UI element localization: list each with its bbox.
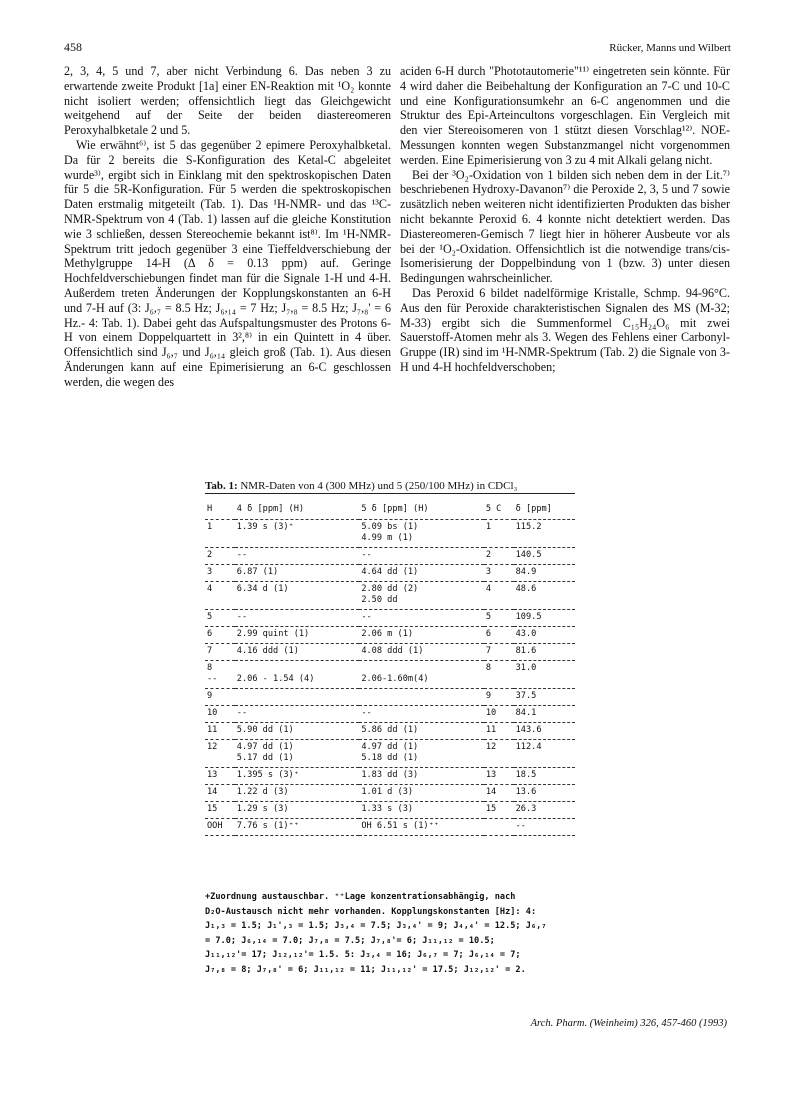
table-cell: 5.86 dd (1) <box>359 723 484 740</box>
table-row <box>205 768 575 785</box>
table-cell: 4.64 dd (1) <box>359 565 484 582</box>
table-cell: -- <box>359 548 484 565</box>
table-row <box>205 802 575 819</box>
table-cell: 6 <box>484 627 514 644</box>
table-cell: 6.87 (1) <box>235 565 360 582</box>
left-paragraph: Wie erwähnt⁶⁾, ist 5 das gegenüber 2 epimere Peroxyhalbketal. Da für 2 bereits die S-Konfiguration des Ketal-C abgeleitet wurde³⁾, ergibt sich in Einklang mit den spektroskopischen Daten für 5 die 5R-Konfiguration. Für 5 werden die spektroskopischen Daten erstmalig mitgeteilt (Tab. 1). Das ¹H-NMR- und das ¹³C-NMR-Spektrum von 4 (Tab. 1) lassen auf die gleiche Konstitution wie 3 schließen, dessen Stereochemie bekannt ist⁸⁾. Im ¹H-NMR-Spektrum tritt jedoch gegenüber 3 eine Tieffeldverschiebung der Methylgruppe 14-H (Δ δ = 0.13 ppm) auf. Geringe Hochfeldverschiebungen findet man für die Signale 1-H und 4-H. Außerdem treten Änderungen der Kopplungskonstanten an 6-H und 7-H auf (3: J₆,₇ = 8.5 Hz; J₆,₁₄ = 7 Hz; J₇,₈ = 8.5 Hz; J₇,₈' = 6 Hz.- 4: Tab. 1). Dabei geht das Aufspaltungsmuster des Protons 6-H von einem Doppelquartett in 3²,⁸⁾ in ein Quintett in 4 über. Offensichtlich sind J₆,₇ und J₆,₁₄ gleich groß (Tab. 1). Aus diesen Änderungen kann auf eine Epimerisierung an 6-C geschlossen werden, die wegen des <box>64 137 391 389</box>
left-paragraph: 2, 3, 4, 5 und 7, aber nicht Verbindung 6. Das neben 3 zu erwartende zweite Produkt [1a] einer EN-Reaktion mit ¹O₂ konnte nicht isoliert werden; offensichtlich liegt das Gleichgewicht weitgehend auf der Seite der beiden diastereomeren Peroxyhalbketale 2 und 5. <box>64 64 391 138</box>
table-cell: 140.5 <box>514 548 575 565</box>
table-cell: OH 6.51 s (1)⁺⁺ <box>359 819 484 836</box>
table-cell: 15 <box>205 802 235 819</box>
footnote-line: +Zuordnung austauschbar. ⁺⁺Lage konzentrationsabhängig, nach <box>205 892 516 902</box>
table-cell: 11 <box>205 723 235 740</box>
table-cell: 1.29 s (3) <box>235 802 360 819</box>
table-cell: 5 <box>205 610 235 627</box>
table-cell: 4 <box>205 582 235 610</box>
footnote-line: J₁,₃ = 1.5; J₁',₃ = 1.5; J₃,₄ = 7.5; J₃,₄' = 9; J₄,₄' = 12.5; J₆,₇ <box>205 921 547 931</box>
table-header-cell: δ [ppm] <box>514 503 575 520</box>
table-row <box>205 627 575 644</box>
right-column <box>400 64 730 375</box>
table-cell: 14 <box>205 785 235 802</box>
table-header-cell: H <box>205 503 235 520</box>
table-cell: 5.90 dd (1) <box>235 723 360 740</box>
table-cell: 43.0 <box>514 627 575 644</box>
footnote-line: J₁₁,₁₂'= 17; J₁₂,₁₂'= 1.5. 5: J₃,₄ = 16; J₆,₇ = 7; J₆,₁₄ = 7; <box>205 950 521 960</box>
table-cell: 13 <box>205 768 235 785</box>
table-caption <box>205 480 517 492</box>
table-cell <box>359 689 484 706</box>
table-cell: 5.09 bs (1) 4.99 m (1) <box>359 520 484 548</box>
table-cell: 18.5 <box>514 768 575 785</box>
table-cell: 7 <box>484 644 514 661</box>
table-cell: 2.06 m (1) <box>359 627 484 644</box>
right-paragraph: Das Peroxid 6 bildet nadelförmige Kristalle, Schmp. 94-96°C. Aus den für Peroxide charakteristischen Signalen des MS (M-32; M-33) ergibt sich die Summenformel C₁₅H₂₄O₆ mit zwei Sauerstoff-Atomen mehr als 3. Wegen des Fehlens einer Carbonyl-Gruppe (IR) sind im ¹H-NMR-Spektrum (Tab. 2) die Signale von 3-H und 4-H hochfeldverschoben; <box>400 285 730 374</box>
table-cell: 13.6 <box>514 785 575 802</box>
footnote-line: J₇,₈ = 8; J₇,₈' = 6; J₁₁,₁₂ = 11; J₁₁,₁₂' = 17.5; J₁₂,₁₂' = 2. <box>205 964 526 975</box>
table-cell: 84.1 <box>514 706 575 723</box>
left-column <box>64 64 391 390</box>
table-cell: 9 <box>484 689 514 706</box>
table-top-rule <box>205 493 575 494</box>
table-cell: 9 <box>205 689 235 706</box>
table-cell: 8 <box>484 661 514 689</box>
table-cell: -- <box>359 610 484 627</box>
table-row <box>205 819 575 836</box>
table-cell: 2 <box>205 548 235 565</box>
table-cell: 4.97 dd (1) 5.17 dd (1) <box>235 740 360 768</box>
table-cell: 7.76 s (1)⁺⁺ <box>235 819 360 836</box>
table-cell: 112.4 <box>514 740 575 768</box>
table-cell: 10 <box>484 706 514 723</box>
journal-citation: Arch. Pharm. (Weinheim) 326, 457-460 (1993) <box>530 1018 727 1029</box>
table-cell: 11 <box>484 723 514 740</box>
table-cell: 4.08 ddd (1) <box>359 644 484 661</box>
table-cell: 115.2 <box>514 520 575 548</box>
table-row <box>205 520 575 548</box>
right-paragraph: aciden 6-H durch "Phototautomerie"¹¹⁾ eingetreten sein könnte. Für 4 wird daher die Beibehaltung der Konfiguration an 7-C und 10-C und eine Konfigurationsumkehr an 6-C angenommen und die Struktur des Epi-Arteincultons vorgeschlagen. Ein Vergleich mit den vier Stereoisomeren von 1 stützt diesen Vorschlag¹²⁾. NOE-Messungen konnten wegen Substanzmangel nicht vorgenommen werden. Eine Epimerisierung von 3 zu 4 mit Alkali gelang nicht. <box>400 64 730 167</box>
right-paragraph: Bei der ³O₂-Oxidation von 1 bilden sich neben dem in der Lit.⁷⁾ beschriebenen Hydroxy-Davanon⁷⁾ die Peroxide 2, 3, 5 und 7 sowie zusätzlich neben weiteren nicht identifizierten Produkten das bisher nicht bekannte Peroxid 6. 4 konnte nicht detektiert werden. Das Diastereomeren-Gemisch 7 liegt hier in höherer Ausbeute vor als bei der ¹O₂-Oxidation. Offensichtlich ist die notwendige trans/cis-Isomerisierung der Doppelbindung von 1 (bzw. 3) unter diesen Bedingungen wahrscheinlicher. <box>400 167 730 286</box>
table-cell: 12 <box>205 740 235 768</box>
table-cell: -- <box>235 706 360 723</box>
table-cell: 4 <box>484 582 514 610</box>
table-cell: 2.06 - 1.54 (4) <box>235 661 360 689</box>
table-footnote <box>205 890 615 977</box>
table-cell: 26.3 <box>514 802 575 819</box>
table-cell: 1.83 dd (3) <box>359 768 484 785</box>
table-cell: 3 <box>484 565 514 582</box>
footnote-line: = 7.0; J₆,₁₄ = 7.0; J₇,₈ = 7.5; J₇,₈'= 6; J₁₁,₁₂ = 10.5; <box>205 935 495 946</box>
table-cell: -- <box>359 706 484 723</box>
table-cell: 15 <box>484 802 514 819</box>
table-cell: 14 <box>484 785 514 802</box>
table-cell: 8 -- <box>205 661 235 689</box>
table-cell: 1.395 s (3)⁺ <box>235 768 360 785</box>
table-cell: 2.06-1.60m(4) <box>359 661 484 689</box>
table-cell <box>235 689 360 706</box>
table-cell: -- <box>235 548 360 565</box>
footnote-line: D₂O-Austausch nicht mehr vorhanden. Kopplungskonstanten [Hz]: 4: <box>205 906 537 917</box>
table-cell: 1 <box>205 520 235 548</box>
table-header-cell: 4 δ [ppm] (H) <box>235 503 360 520</box>
table-cell: 4.16 ddd (1) <box>235 644 360 661</box>
table-row <box>205 565 575 582</box>
table-row <box>205 548 575 565</box>
table-cell: 81.6 <box>514 644 575 661</box>
table-row <box>205 582 575 610</box>
table-cell: 7 <box>205 644 235 661</box>
table-cell: 6.34 d (1) <box>235 582 360 610</box>
table-caption-label: Tab. 1: <box>205 480 238 492</box>
table-header-cell: 5 δ [ppm] (H) <box>359 503 484 520</box>
table-cell: 3 <box>205 565 235 582</box>
table-cell: 5 <box>484 610 514 627</box>
table-cell: 37.5 <box>514 689 575 706</box>
table-cell: 1 <box>484 520 514 548</box>
table-cell: -- <box>514 819 575 836</box>
table-cell: 13 <box>484 768 514 785</box>
table-header-row <box>205 503 575 520</box>
table-cell: 2.99 quint (1) <box>235 627 360 644</box>
table-cell: 1.39 s (3)⁺ <box>235 520 360 548</box>
table-row <box>205 689 575 706</box>
table-cell: 1.22 d (3) <box>235 785 360 802</box>
table-row <box>205 706 575 723</box>
table-cell: 2.80 dd (2) 2.50 dd <box>359 582 484 610</box>
table-body <box>205 520 575 836</box>
table-cell: 4.97 dd (1) 5.18 dd (1) <box>359 740 484 768</box>
table-row <box>205 785 575 802</box>
table-row <box>205 610 575 627</box>
table-cell: 6 <box>205 627 235 644</box>
table-cell: OOH <box>205 819 235 836</box>
table-cell: 84.9 <box>514 565 575 582</box>
table-cell <box>484 819 514 836</box>
table-row <box>205 723 575 740</box>
table-cell: 109.5 <box>514 610 575 627</box>
table-cell: 143.6 <box>514 723 575 740</box>
table-cell: -- <box>235 610 360 627</box>
table-row <box>205 661 575 689</box>
page-number: 458 <box>64 40 82 54</box>
table-cell: 48.6 <box>514 582 575 610</box>
running-header-authors: Rücker, Manns und Wilbert <box>609 42 731 54</box>
table-cell: 31.0 <box>514 661 575 689</box>
table-cell: 2 <box>484 548 514 565</box>
table-row <box>205 740 575 768</box>
table-row <box>205 644 575 661</box>
table-caption-text: NMR-Daten von 4 (300 MHz) und 5 (250/100 MHz) in CDCl₃ <box>237 480 518 492</box>
table-cell: 12 <box>484 740 514 768</box>
table-cell: 10 <box>205 706 235 723</box>
nmr-table <box>205 503 575 836</box>
table-cell: 1.01 d (3) <box>359 785 484 802</box>
table-header-cell: 5 C <box>484 503 514 520</box>
table-cell: 1.33 s (3) <box>359 802 484 819</box>
